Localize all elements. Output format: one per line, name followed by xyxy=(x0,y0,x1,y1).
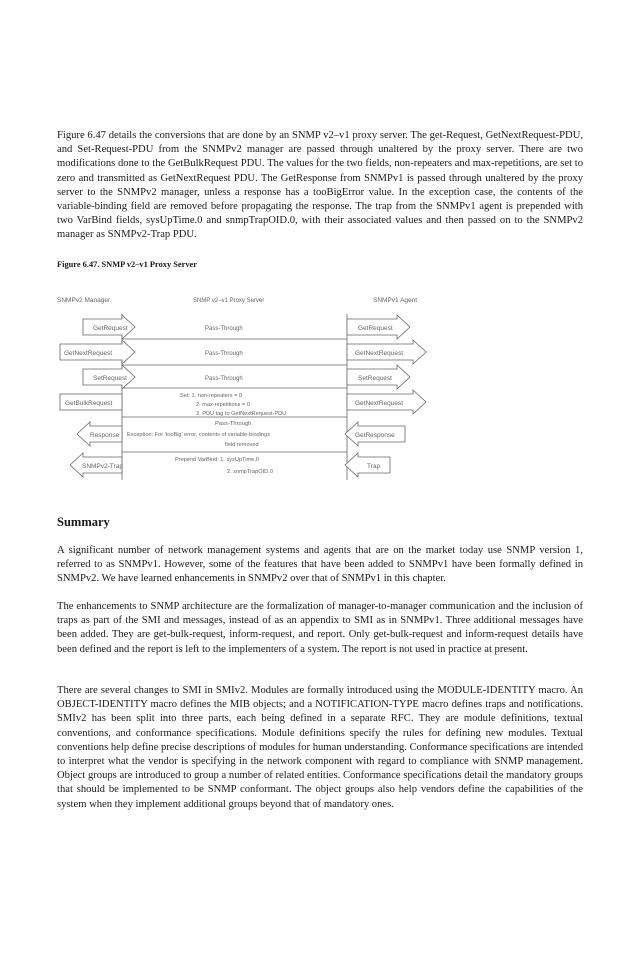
row-getnextrequest xyxy=(60,340,426,364)
row-getbulkrequest xyxy=(60,390,426,417)
row-6-right-label: Trap xyxy=(367,463,381,470)
intro-paragraph: Figure 6.47 details the conversions that are done by an SNMP v2–v1 proxy server. The get-Request, GetNextRequest-PDU, and Set-Request-PDU from the SNMPv2 manager are passed through unaltered by the proxy server. There are two modifications done to the GetBulkRequest PDU. The values for the two fields, non-repeaters and max-repetitions, are set to zero and transmitted as GetNextRequest PDU. The GetResponse from SNMPv1 is passed through unaltered by the proxy server to the SNMPv2 manager, unless a response has a tooBigError value. In the exception case, the contents of the variable-binding field are removed before propagating the response. The trap from the SNMPv1 agent is prepended with two VarBind fields, sysUpTime.0 and snmpTrapOID.0, with their associated values and then passed on to the SNMPv2 manager as SNMPv2-Trap PDU. xyxy=(57,130,583,241)
summary-paragraph-3: There are several changes to SMI in SMIv2. Modules are formally introduced using the MODULE-IDENTITY macro. An OBJECT-IDENTITY macro defines the MIB objects; and a NOTIFICATION-TYPE macro defines traps and notifications. SMIv2 has been split into three parts, each being defined in a separate RFC. They are module definitions, textual conventions, and conformance specifications. Module definitions specify the rules for defining new modules. Textual conventions help define precise descriptions of modules for human understanding. Conformance specifications are intended to interpret what the vendor is specifying in the network component with regard to compliance with SNMP management. Object groups are introduced to group a number of related entities. Conformance specifications detail the mandatory groups that should be implemented to be SNMP conformant. The object groups also help vendors define the capabilities of the system when they implement additional groups beyond that of mandatory ones. xyxy=(57,685,583,810)
row-1-right-label: GetRequest xyxy=(358,325,393,332)
header-proxy: SNMP v2–v1 Proxy Server xyxy=(193,298,265,304)
row-6-middle-line-2: 2. snmpTrapOID.0 xyxy=(227,469,273,475)
row-setrequest xyxy=(83,365,410,389)
row-2-middle-label: Pass-Through xyxy=(205,351,243,357)
row-5-middle-line-2: Exception: For 'tooBig' error, contents of variable-bindings xyxy=(127,432,270,438)
figure-caption: Figure 6.47. SNMP v2–v1 Proxy Server xyxy=(57,260,197,269)
row-1-left-label: GetRequest xyxy=(93,325,128,332)
row-getrequest xyxy=(83,315,410,339)
row-5-middle-line-1: Pass-Through xyxy=(215,421,252,427)
row-trap xyxy=(70,453,390,477)
row-3-middle-label: Pass-Through xyxy=(205,376,243,382)
row-6-left-label: SNMPv2-Trap xyxy=(82,463,123,470)
row-5-middle-line-3: field removed xyxy=(225,442,259,448)
row-3-right-label: SetRequest xyxy=(358,375,392,382)
row-4-middle-line-2: 2. max-repetitions = 0 xyxy=(196,402,250,408)
row-1-middle-label: Pass-Through xyxy=(205,326,243,332)
row-2-left-label: GetNextRequest xyxy=(64,350,113,357)
row-2-right-label: GetNextRequest xyxy=(355,350,404,357)
row-6-middle-line-1: Prepend VarBind: 1. sysUpTime.0 xyxy=(175,457,259,463)
summary-heading: Summary xyxy=(57,515,110,529)
header-agent: SNMPv1 Agent xyxy=(373,297,418,304)
row-4-right-label: GetNextRequest xyxy=(355,400,404,407)
proxy-diagram xyxy=(55,292,585,488)
row-3-left-label: SetRequest xyxy=(93,375,127,382)
row-response xyxy=(77,421,405,448)
row-4-middle-line-3: 3. PDU tag to GetNextRequest-PDU xyxy=(196,411,287,417)
row-5-left-label: Response xyxy=(90,432,120,439)
summary-paragraph-1: A significant number of network management systems and agents that are on the market today use SNMP version 1, referred to as SNMPv1. However, some of the features that have been added to SNMPv1 have been formally defined in SNMPv2. We have learned enhancements in SNMPv2 over that of SNMPv1 in this chapter. xyxy=(57,545,583,585)
row-5-right-label: GetResponse xyxy=(355,432,395,439)
summary-paragraph-2: The enhancements to SNMP architecture are the formalization of manager-to-manager communication and the inclusion of traps as part of the SMI and messages, instead of as an appendix to SMI as in SNMPv1. Three additional messages have been added. They are get-bulk-request, inform-request, and report. Only get-bulk-request and inform-request details have been defined and the report is left to the implementers of a system. The report is not used in practice at present. xyxy=(57,601,583,655)
header-manager: SNMPv2 Manager xyxy=(57,297,111,304)
row-4-left-label: GetBulkRequest xyxy=(65,400,113,407)
row-4-middle-line-1: Set: 1. non-repeaters = 0 xyxy=(180,393,243,399)
